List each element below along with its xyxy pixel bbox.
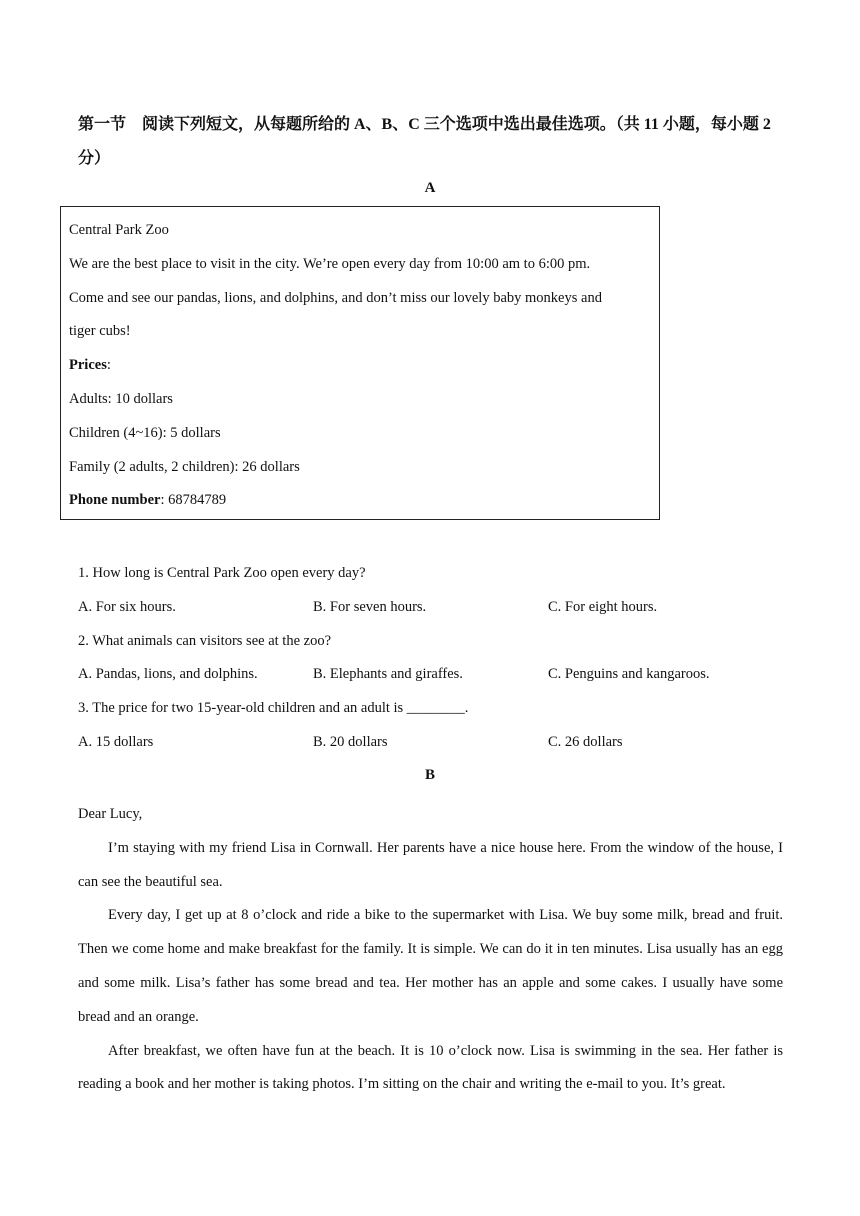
option-row	[78, 595, 798, 629]
notice-line: We are the best place to visit in the city. We’re open every day from 10:00 am to 6:00 pm.	[69, 255, 591, 272]
letter-greeting: Dear Lucy,	[78, 806, 143, 822]
notice-line: Come and see our pandas, lions, and dolphins, and don’t miss our lovely baby monkeys and	[69, 289, 602, 306]
zoo-notice-box	[60, 206, 660, 520]
option-a[interactable]: A. 15 dollars	[78, 733, 154, 750]
prices-colon: :	[106, 357, 111, 374]
option-a[interactable]: A. Pandas, lions, and dolphins.	[78, 666, 258, 683]
passage-b-label: B	[424, 767, 435, 783]
option-row	[78, 730, 798, 764]
option-b[interactable]: B. Elephants and giraffes.	[313, 666, 463, 683]
option-c[interactable]: C. Penguins and kangaroos.	[548, 666, 710, 683]
question-stem: 1. How long is Central Park Zoo open every day?	[78, 565, 366, 581]
letter-paragraph: Every day, I get up at 8 o’clock and ride a bike to the supermarket with Lisa. We buy some milk, bread and fruit. Then we come home and make breakfast for the family. It is simple. We can do it in ten minutes. Lisa usually has an egg and some milk. Lisa’s father has some bread and tea. Her mother has an apple and some cakes. I usually have some bread and an orange.	[78, 907, 783, 1025]
option-row	[78, 662, 798, 696]
option-b[interactable]: B. For seven hours.	[313, 598, 427, 615]
letter-passage	[78, 798, 783, 1102]
question-stem: 2. What animals can visitors see at the zoo?	[78, 632, 331, 649]
option-a[interactable]: A. For six hours.	[78, 598, 176, 615]
prices-label: Prices	[69, 357, 107, 374]
letter-paragraph: After breakfast, we often have fun at the beach. It is 10 o’clock now. Lisa is swimming in the sea. Her father is reading a book and her mother is taking photos. I’m sitting on the chair and writing the e-mail to you. It’s great.	[78, 1042, 783, 1093]
option-c[interactable]: C. For eight hours.	[548, 598, 658, 615]
phone-value: : 68784789	[160, 492, 227, 509]
prices-heading	[69, 353, 651, 387]
price-family: Family (2 adults, 2 children): 26 dollars	[69, 458, 300, 475]
notice-title: Central Park Zoo	[69, 222, 169, 238]
option-b[interactable]: B. 20 dollars	[313, 733, 388, 750]
notice-line: tiger cubs!	[69, 323, 131, 340]
price-adults: Adults: 10 dollars	[69, 390, 173, 407]
letter-paragraph: I’m staying with my friend Lisa in Cornwall. Her parents have a nice house here. From the window of the house, I can see the beautiful sea.	[78, 839, 783, 890]
questions-a	[78, 561, 798, 764]
question-stem: 3. The price for two 15-year-old children and an adult is ________.	[78, 700, 469, 717]
phone-line	[69, 488, 651, 522]
price-children: Children (4~16): 5 dollars	[69, 424, 221, 441]
option-c[interactable]: C. 26 dollars	[548, 733, 623, 750]
passage-a-label: A	[424, 180, 436, 196]
phone-label: Phone number	[69, 492, 161, 509]
section-heading: 第一节 阅读下列短文，从每题所给的 A、B、C 三个选项中选出最佳选项。（共 11 小题，每小题 2 分）	[78, 116, 771, 167]
